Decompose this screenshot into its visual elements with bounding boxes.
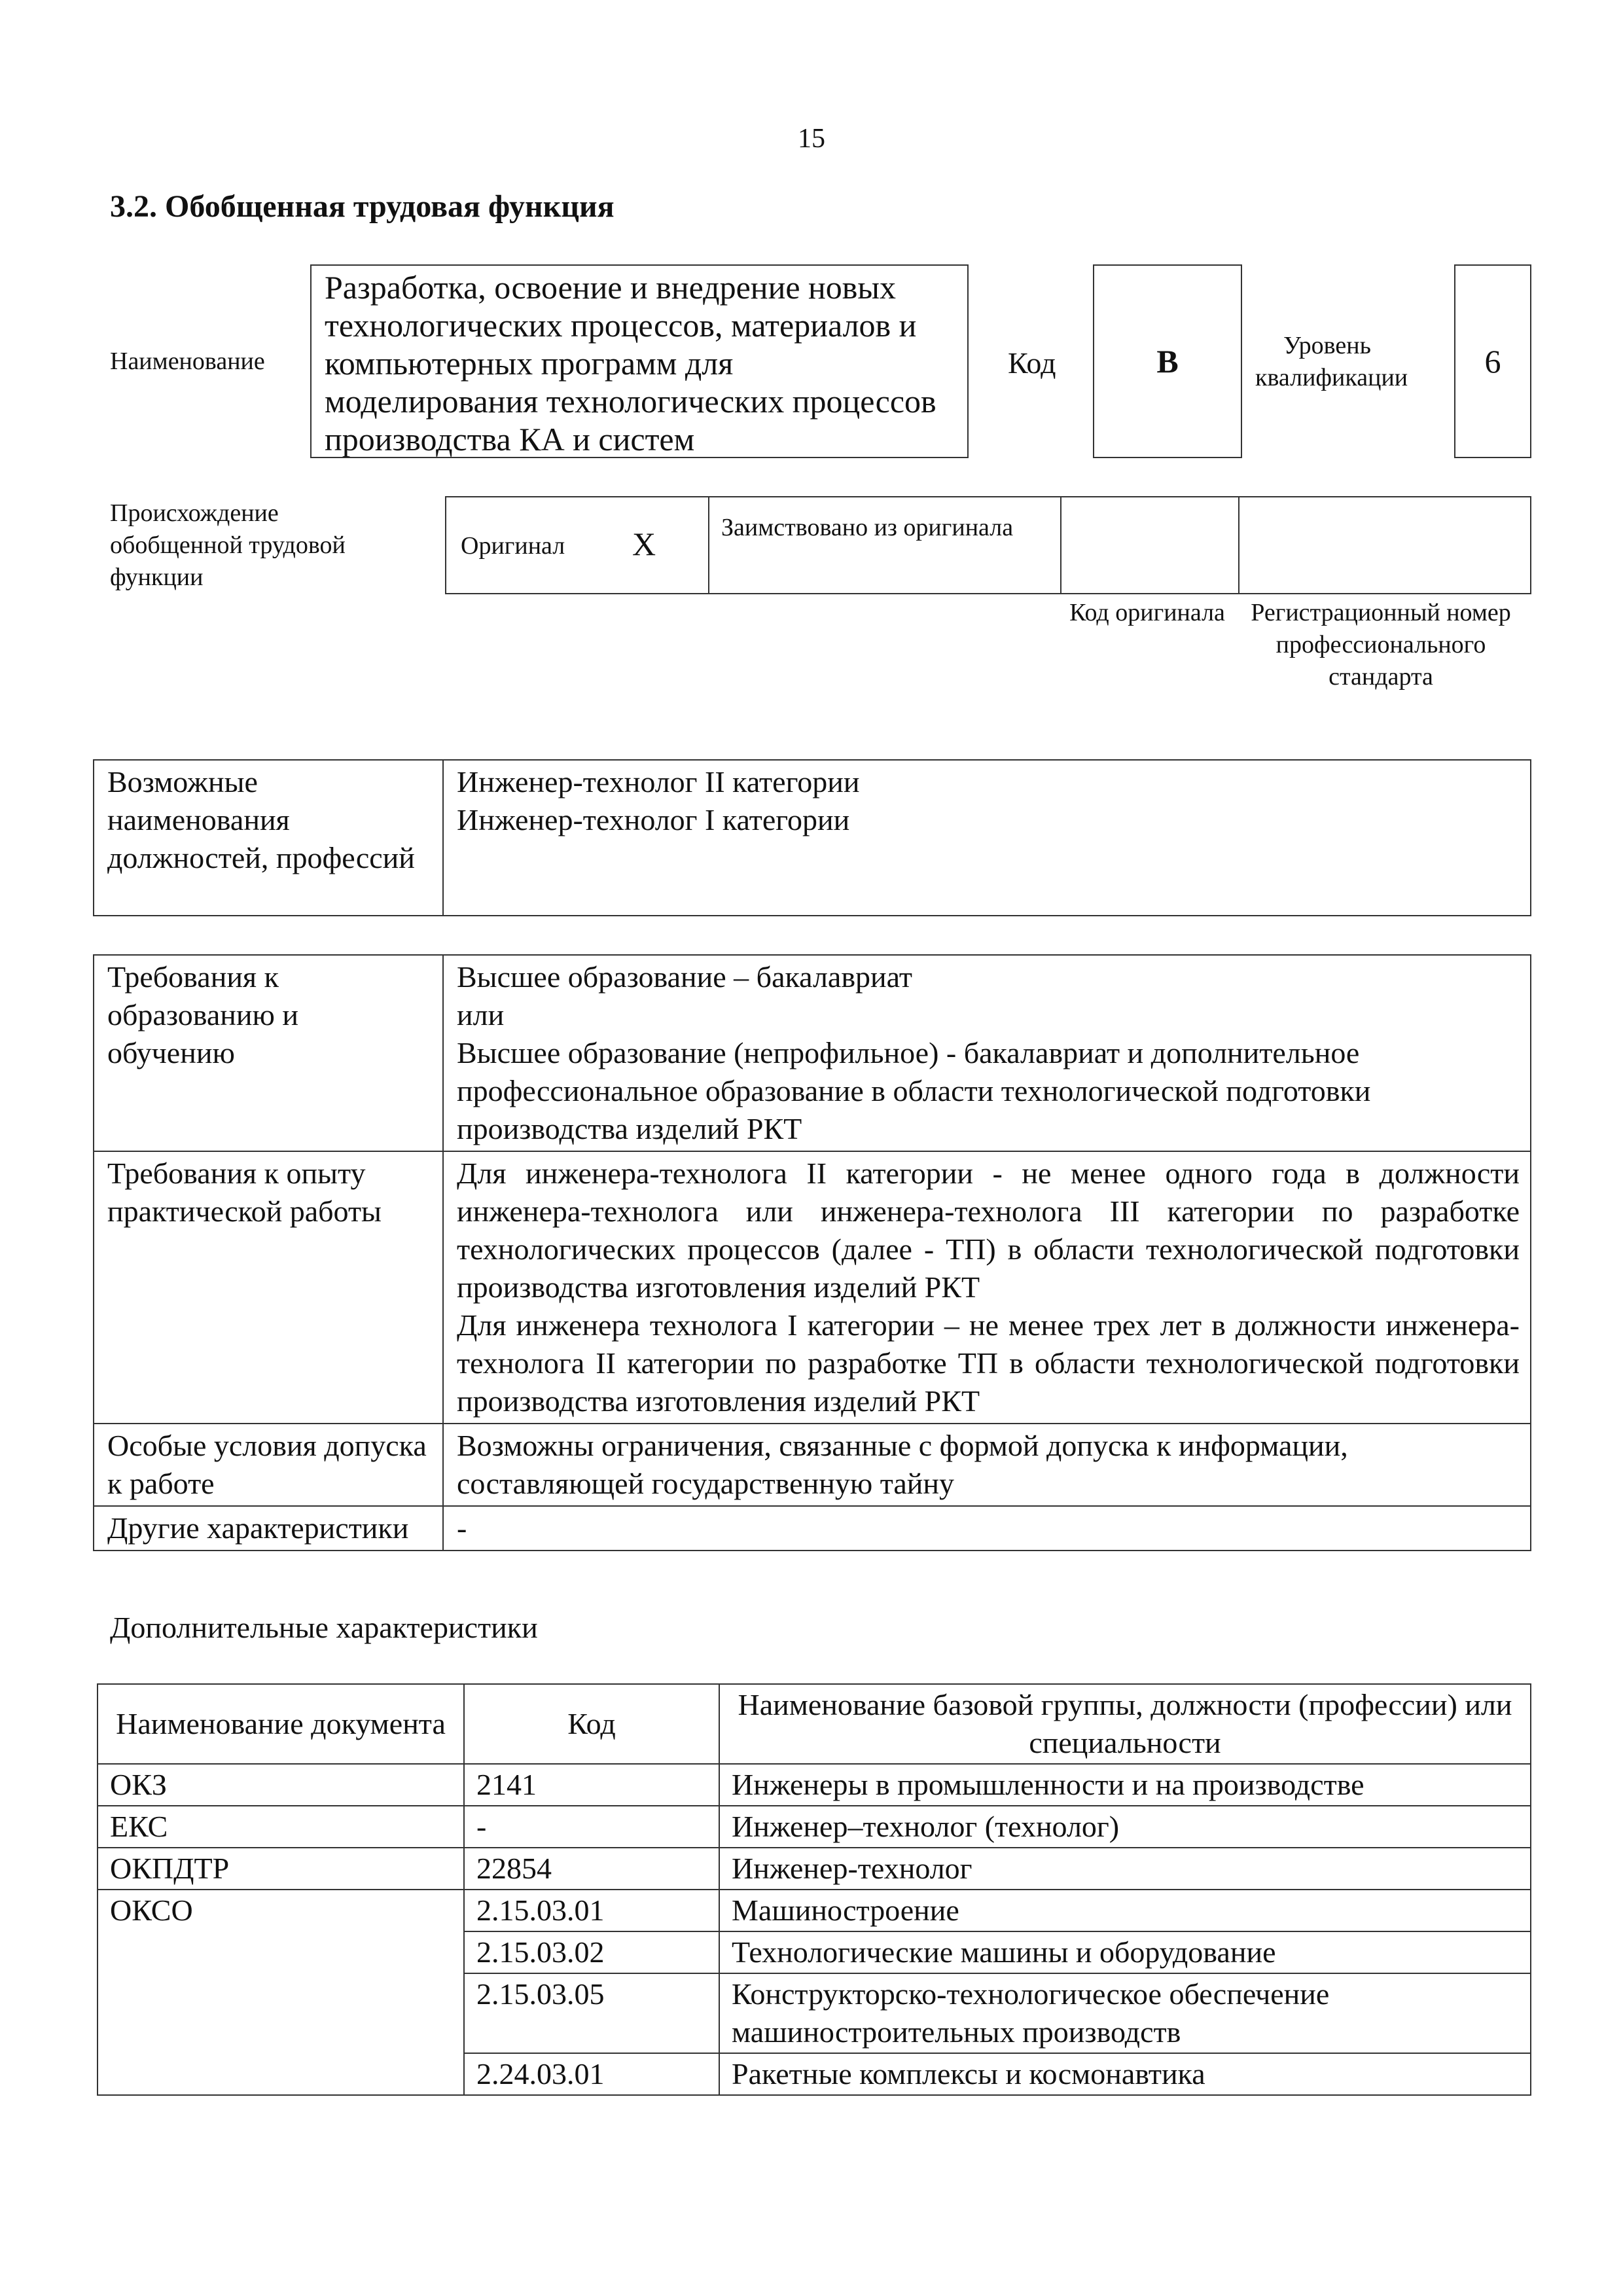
code-original-caption: Код оригинала [1069, 599, 1225, 626]
table-row [98, 1764, 1531, 1806]
positions-table [93, 759, 1531, 916]
positions-label: Возможные наименования должностей, профессий [94, 760, 443, 916]
other-value: - [443, 1506, 1531, 1551]
table-row [98, 1806, 1531, 1848]
row-doc: ОКСО [98, 1890, 464, 1931]
row-name: Машиностроение [719, 1890, 1531, 1931]
origin-divider [708, 497, 709, 593]
header-code: Код [464, 1684, 719, 1764]
section-title: 3.2. Обобщенная трудовая функция [110, 189, 615, 224]
row-code: - [464, 1806, 719, 1848]
code-label: Код [1008, 346, 1056, 380]
experience-line: Для инженера-технолога II категории - не менее одного года в должности инженера-технолога или инженера-технолога III категории по разработке технологических процессов (далее - ТП) в области технологической подготовки производства изготовления изделий РКТ [457, 1157, 1520, 1304]
row-name: Конструкторско-технологическое обеспечение машиностроительных производств [719, 1973, 1531, 2053]
row-code: 2.15.03.05 [464, 1973, 719, 2053]
row-doc: ЕКС [98, 1806, 464, 1848]
education-value [443, 955, 1531, 1151]
row-name: Инженер-технолог [719, 1848, 1531, 1890]
level-value: 6 [1454, 264, 1531, 458]
extra-title: Дополнительные характеристики [110, 1611, 538, 1644]
original-mark: X [632, 526, 656, 562]
table-row [98, 1931, 1531, 1973]
row-code: 2141 [464, 1764, 719, 1806]
requirements-table [93, 954, 1531, 1551]
name-label: Наименование [110, 348, 265, 375]
row-doc [98, 1973, 464, 2053]
function-name-box [310, 264, 969, 458]
origin-divider [1060, 497, 1061, 593]
position-item: Инженер-технолог II категории [457, 765, 860, 798]
table-row [98, 1848, 1531, 1890]
table-row [98, 1973, 1531, 2053]
row-name: Инженеры в промышленности и на производстве [719, 1764, 1531, 1806]
original-label: Оригинал [461, 532, 565, 560]
function-name: Разработка, освоение и внедрение новых технологических процессов, материалов и компьютерных программ для моделирования технологических процессов производства КА и систем [325, 269, 936, 457]
row-code: 2.24.03.01 [464, 2053, 719, 2095]
row-doc [98, 2053, 464, 2095]
header-doc: Наименование документа [98, 1684, 464, 1764]
table-row [94, 760, 1531, 916]
education-line: или [457, 998, 505, 1031]
header-name: Наименование базовой группы, должности (профессии) или специальности [719, 1684, 1531, 1764]
positions-values [443, 760, 1531, 916]
level-label: Уровень квалификации [1255, 332, 1408, 391]
extra-table [97, 1683, 1531, 2096]
education-line: Высшее образование (непрофильное) - бакалавриат и дополнительное профессиональное образование в области технологической подготовки производства изделий РКТ [457, 1036, 1371, 1145]
borrowed-label: Заимствовано из оригинала [721, 514, 1014, 541]
experience-line: Для инженера технолога I категории – не менее трех лет в должности инженера-технолога II категории по разработке ТП в области технологической подготовки производства изготовления изделий РКТ [457, 1308, 1520, 1418]
table-row [98, 2053, 1531, 2095]
reg-number-caption: Регистрационный номер профессионального стандарта [1251, 599, 1511, 691]
row-code: 22854 [464, 1848, 719, 1890]
table-row [98, 1890, 1531, 1931]
row-code: 2.15.03.02 [464, 1931, 719, 1973]
education-line: Высшее образование – бакалавриат [457, 960, 912, 994]
origin-divider [1238, 497, 1240, 593]
origin-row [445, 496, 1531, 594]
education-label: Требования к образованию и обучению [94, 955, 443, 1151]
experience-label: Требования к опыту практической работы [94, 1151, 443, 1424]
special-conditions-value: Возможны ограничения, связанные с формой допуска к информации, составляющей государственную тайну [443, 1424, 1531, 1506]
special-conditions-label: Особые условия допуска к работе [94, 1424, 443, 1506]
row-doc: ОКЗ [98, 1764, 464, 1806]
experience-value [443, 1151, 1531, 1424]
page-number: 15 [798, 124, 825, 154]
row-name: Инженер–технолог (технолог) [719, 1806, 1531, 1848]
table-row [94, 955, 1531, 1151]
position-item: Инженер-технолог I категории [457, 803, 850, 836]
row-doc [98, 1931, 464, 1973]
table-row [94, 1151, 1531, 1424]
table-header-row [98, 1684, 1531, 1764]
row-doc: ОКПДТР [98, 1848, 464, 1890]
origin-label: Происхождение обобщенной трудовой функции [110, 499, 346, 591]
table-row [94, 1424, 1531, 1506]
row-name: Ракетные комплексы и космонавтика [719, 2053, 1531, 2095]
table-row [94, 1506, 1531, 1551]
code-value: B [1093, 264, 1242, 458]
row-name: Технологические машины и оборудование [719, 1931, 1531, 1973]
row-code: 2.15.03.01 [464, 1890, 719, 1931]
other-label: Другие характеристики [94, 1506, 443, 1551]
